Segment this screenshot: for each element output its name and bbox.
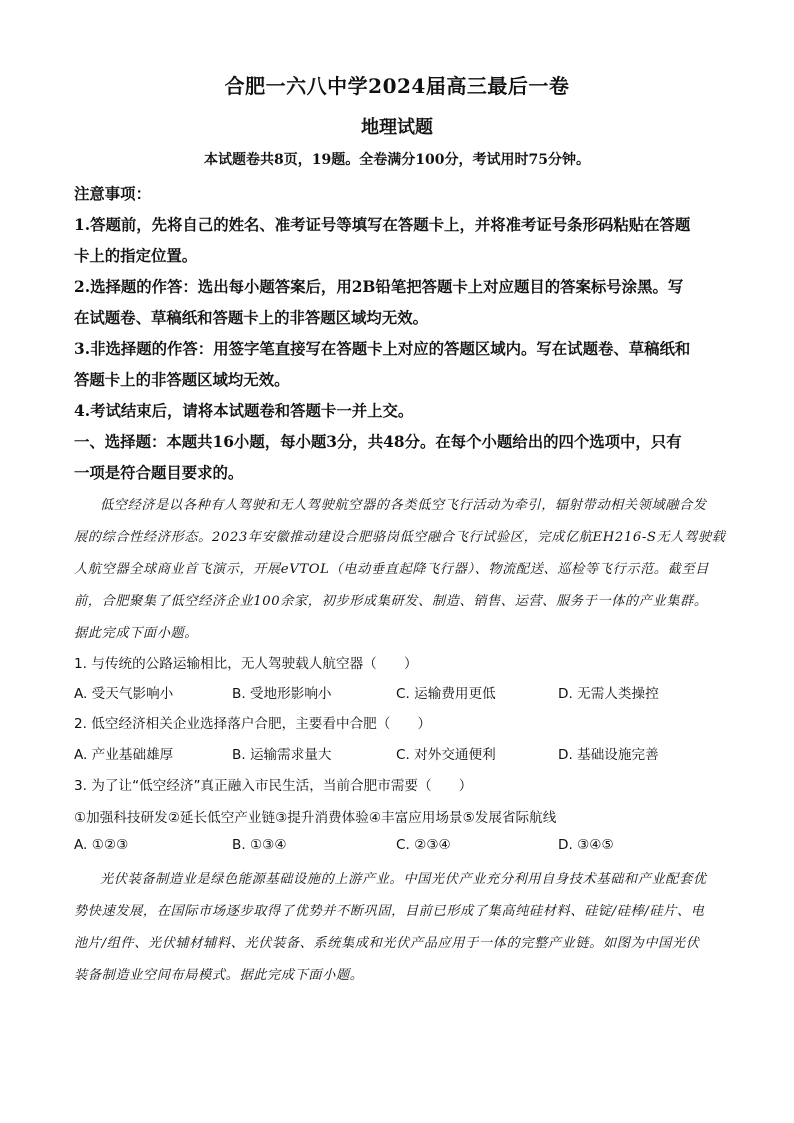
section-heading-line: 一、选择题：本题共16小题，每小题3分，共48分。在每个小题给出的四个选项中，只有 (74, 433, 682, 451)
question-3-option-d: D. ③④⑤ (558, 837, 614, 853)
question-3-option-c: C. ②③④ (396, 837, 451, 853)
notice-line: 2.选择题的作答：选出每小题答案后，用2B铅笔把答题卡上对应题目的答案标号涂黑。写 (74, 278, 684, 296)
notice-heading: 注意事项： (74, 185, 151, 203)
passage1-line: 展的综合性经济形态。2023年安徽推动建设合肥骆岗低空融合飞行试验区，完成亿航EH216-S无人驾驶载 (74, 530, 726, 545)
question-2-option-c: C. 对外交通便利 (396, 747, 496, 763)
passage1-line: 据此完成下面小题。 (74, 626, 199, 641)
passage2-line: 势快速发展，在国际市场逐步取得了优势并不断巩固，目前已形成了集高纯硅材料、硅锭/硅棒/硅片、电 (74, 904, 705, 919)
question-1-option-b: B. 受地形影响小 (232, 686, 332, 702)
passage2-line: 装备制造业空间布局模式。据此完成下面小题。 (74, 968, 364, 983)
section-heading-line: 一项是符合题目要求的。 (74, 464, 244, 482)
question-1-stem: 1. 与传统的公路运输相比，无人驾驶载人航空器（ ） (74, 656, 418, 672)
question-3-option-b: B. ①③④ (232, 837, 287, 853)
passage2-line: 池片/组件、光伏辅材辅料、光伏装备、系统集成和光伏产品应用于一体的完整产业链。如图为中国光伏 (74, 936, 700, 951)
question-1-option-c: C. 运输费用更低 (396, 686, 496, 702)
question-3-stem: 3. 为了让“低空经济”真正融入市民生活，当前合肥市需要（ ） (74, 778, 473, 794)
subject-title: 地理试题 (361, 117, 433, 138)
passage1-line: 前，合肥聚集了低空经济企业100余家，初步形成集研发、制造、销售、运营、服务于一体的产业集群。 (74, 594, 708, 609)
exam-info: 本试题卷共8页，19题。全卷满分100分，考试用时75分钟。 (204, 152, 590, 168)
notice-line: 3.非选择题的作答：用签字笔直接写在答题卡上对应的答题区域内。写在试题卷、草稿纸和 (74, 340, 691, 358)
question-2-option-d: D. 基础设施完善 (558, 747, 659, 763)
question-2-stem: 2. 低空经济相关企业选择落户合肥，主要看中合肥（ ） (74, 716, 432, 732)
question-2-option-a: A. 产业基础雄厚 (74, 747, 174, 763)
passage2-line: 光伏装备制造业是绿色能源基础设施的上游产业。中国光伏产业充分利用自身技术基础和产业配套优 (100, 872, 707, 887)
notice-line: 1.答题前，先将自己的姓名、准考证号等填写在答题卡上，并将准考证号条形码粘贴在答题 (74, 216, 691, 234)
question-1-option-a: A. 受天气影响小 (74, 686, 174, 702)
notice-line: 卡上的指定位置。 (74, 247, 198, 265)
notice-line: 答题卡上的非答题区域均无效。 (74, 371, 290, 389)
passage1-line: 人航空器全球商业首飞演示，开展eVTOL（电动垂直起降飞行器）、物流配送、巡检等飞行示范。截至目 (74, 562, 709, 577)
question-2-option-b: B. 运输需求量大 (232, 747, 332, 763)
question-3-statements: ①加强科技研发②延长低空产业链③提升消费体验④丰富应用场景⑤发展省际航线 (74, 810, 557, 826)
question-3-option-a: A. ①②③ (74, 837, 129, 853)
question-1-option-d: D. 无需人类操控 (558, 686, 659, 702)
passage1-line: 低空经济是以各种有人驾驶和无人驾驶航空器的各类低空飞行活动为牵引，辐射带动相关领域融合发 (100, 498, 707, 513)
notice-line: 4.考试结束后，请将本试题卷和答题卡一并上交。 (74, 402, 414, 420)
notice-line: 在试题卷、草稿纸和答题卡上的非答题区域均无效。 (74, 309, 428, 327)
exam-title: 合肥一六八中学2024届高三最后一卷 (224, 74, 570, 98)
